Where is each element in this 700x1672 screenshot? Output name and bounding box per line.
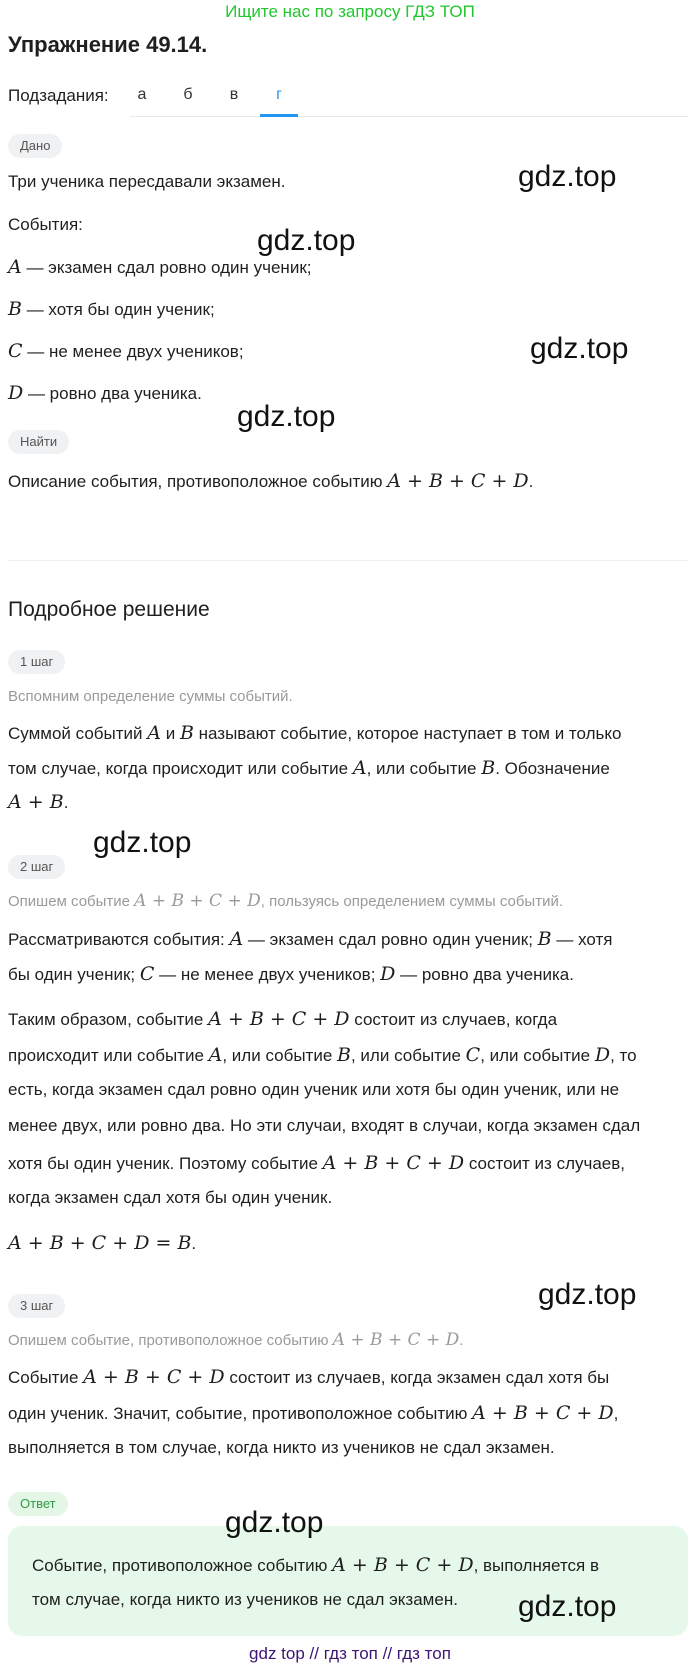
- step2-hint: Опишем событие A + B + C + D, пользуясь определением суммы событий.: [8, 891, 563, 911]
- answer-badge: Ответ: [8, 1492, 68, 1516]
- step2-p2-line3: есть, когда экзамен сдал ровно один ученик или хотя бы один ученик, или не: [8, 1080, 620, 1099]
- footer-separator: //: [309, 1644, 319, 1663]
- tab-g[interactable]: г: [276, 86, 282, 103]
- event-d: D — ровно два ученика.: [8, 382, 202, 404]
- step2-result: A + B + C + D = B.: [8, 1232, 197, 1254]
- step3-line3: выполняется в том случае, когда никто из учеников не сдал экзамен.: [8, 1438, 555, 1457]
- footer-links: [0, 1644, 700, 1664]
- tab-v[interactable]: в: [229, 86, 239, 103]
- tab-a[interactable]: а: [137, 86, 147, 103]
- watermark: gdz.top: [225, 1506, 324, 1539]
- footer-link[interactable]: gdz top: [249, 1644, 305, 1663]
- given-badge: Дано: [8, 134, 62, 158]
- step2-p2-line6: когда экзамен сдал хотя бы один ученик.: [8, 1188, 333, 1207]
- step1-line1: Суммой событий A и B называют событие, которое наступает в том и только: [8, 722, 622, 744]
- step3-line1: Событие A + B + C + D состоит из случаев, когда экзамен сдал хотя бы: [8, 1366, 610, 1388]
- footer-link[interactable]: гдз топ: [396, 1644, 451, 1663]
- tab-b[interactable]: б: [183, 86, 193, 103]
- step2-badge: 2 шаг: [8, 855, 65, 879]
- step2-p2-line2: происходит или событие A, или событие B, или событие C, или событие D, то: [8, 1044, 637, 1066]
- watermark: gdz.top: [257, 224, 356, 257]
- events-label: События:: [8, 215, 83, 234]
- watermark: gdz.top: [518, 160, 617, 193]
- watermark: gdz.top: [538, 1278, 637, 1311]
- solution-title: Подробное решение: [8, 598, 210, 621]
- watermark: gdz.top: [237, 400, 336, 433]
- divider: [8, 560, 688, 561]
- event-b: B — хотя бы один ученик;: [8, 298, 215, 320]
- page-title: Упражнение 49.14.: [8, 32, 208, 57]
- given-intro: Три ученика пересдавали экзамен.: [8, 172, 286, 191]
- step1-badge: 1 шаг: [8, 650, 65, 674]
- subtask-tabs: [130, 76, 688, 117]
- footer-separator: //: [382, 1644, 393, 1663]
- answer-line2: том случае, когда никто из учеников не сдал экзамен.: [32, 1590, 458, 1609]
- promo-banner[interactable]: Ищите нас по запросу ГДЗ ТОП: [225, 2, 475, 21]
- step2-p1-line1: Рассматриваются события: A — экзамен сдал ровно один ученик; B — хотя: [8, 928, 613, 950]
- watermark: gdz.top: [93, 826, 192, 859]
- event-a: A — экзамен сдал ровно один ученик;: [8, 256, 312, 278]
- step2-p2-line5: хотя бы один ученик. Поэтому событие A + B + C + D состоит из случаев,: [8, 1152, 626, 1174]
- step1-hint: Вспомним определение суммы событий.: [8, 688, 293, 705]
- step3-badge: 3 шаг: [8, 1294, 65, 1318]
- find-text: Описание события, противоположное событию A + B + C + D.: [8, 470, 534, 492]
- watermark: gdz.top: [518, 1590, 617, 1623]
- step3-line2: один ученик. Значит, событие, противоположное событию A + B + C + D,: [8, 1402, 619, 1424]
- answer-line1: Событие, противоположное событию A + B + C + D, выполняется в: [32, 1554, 600, 1576]
- active-tab-underline: [260, 114, 298, 117]
- step2-p2-line4: менее двух, или ровно два. Но эти случаи, входят в случаи, когда экзамен сдал: [8, 1116, 641, 1135]
- event-c: C — не менее двух учеников;: [8, 340, 244, 362]
- step1-line2: том случае, когда происходит или событие A, или событие B. Обозначение: [8, 757, 610, 779]
- footer-link[interactable]: гдз топ: [323, 1644, 378, 1663]
- step3-hint: Опишем событие, противоположное событию A + B + C + D.: [8, 1330, 464, 1350]
- subtasks-label: Подзадания:: [8, 86, 109, 105]
- find-badge: Найти: [8, 430, 69, 454]
- step1-line3: A + B.: [8, 791, 69, 813]
- step2-p2-line1: Таким образом, событие A + B + C + D состоит из случаев, когда: [8, 1008, 558, 1030]
- watermark: gdz.top: [530, 332, 629, 365]
- step2-p1-line2: бы один ученик; C — не менее двух учеников; D — ровно два ученика.: [8, 963, 574, 985]
